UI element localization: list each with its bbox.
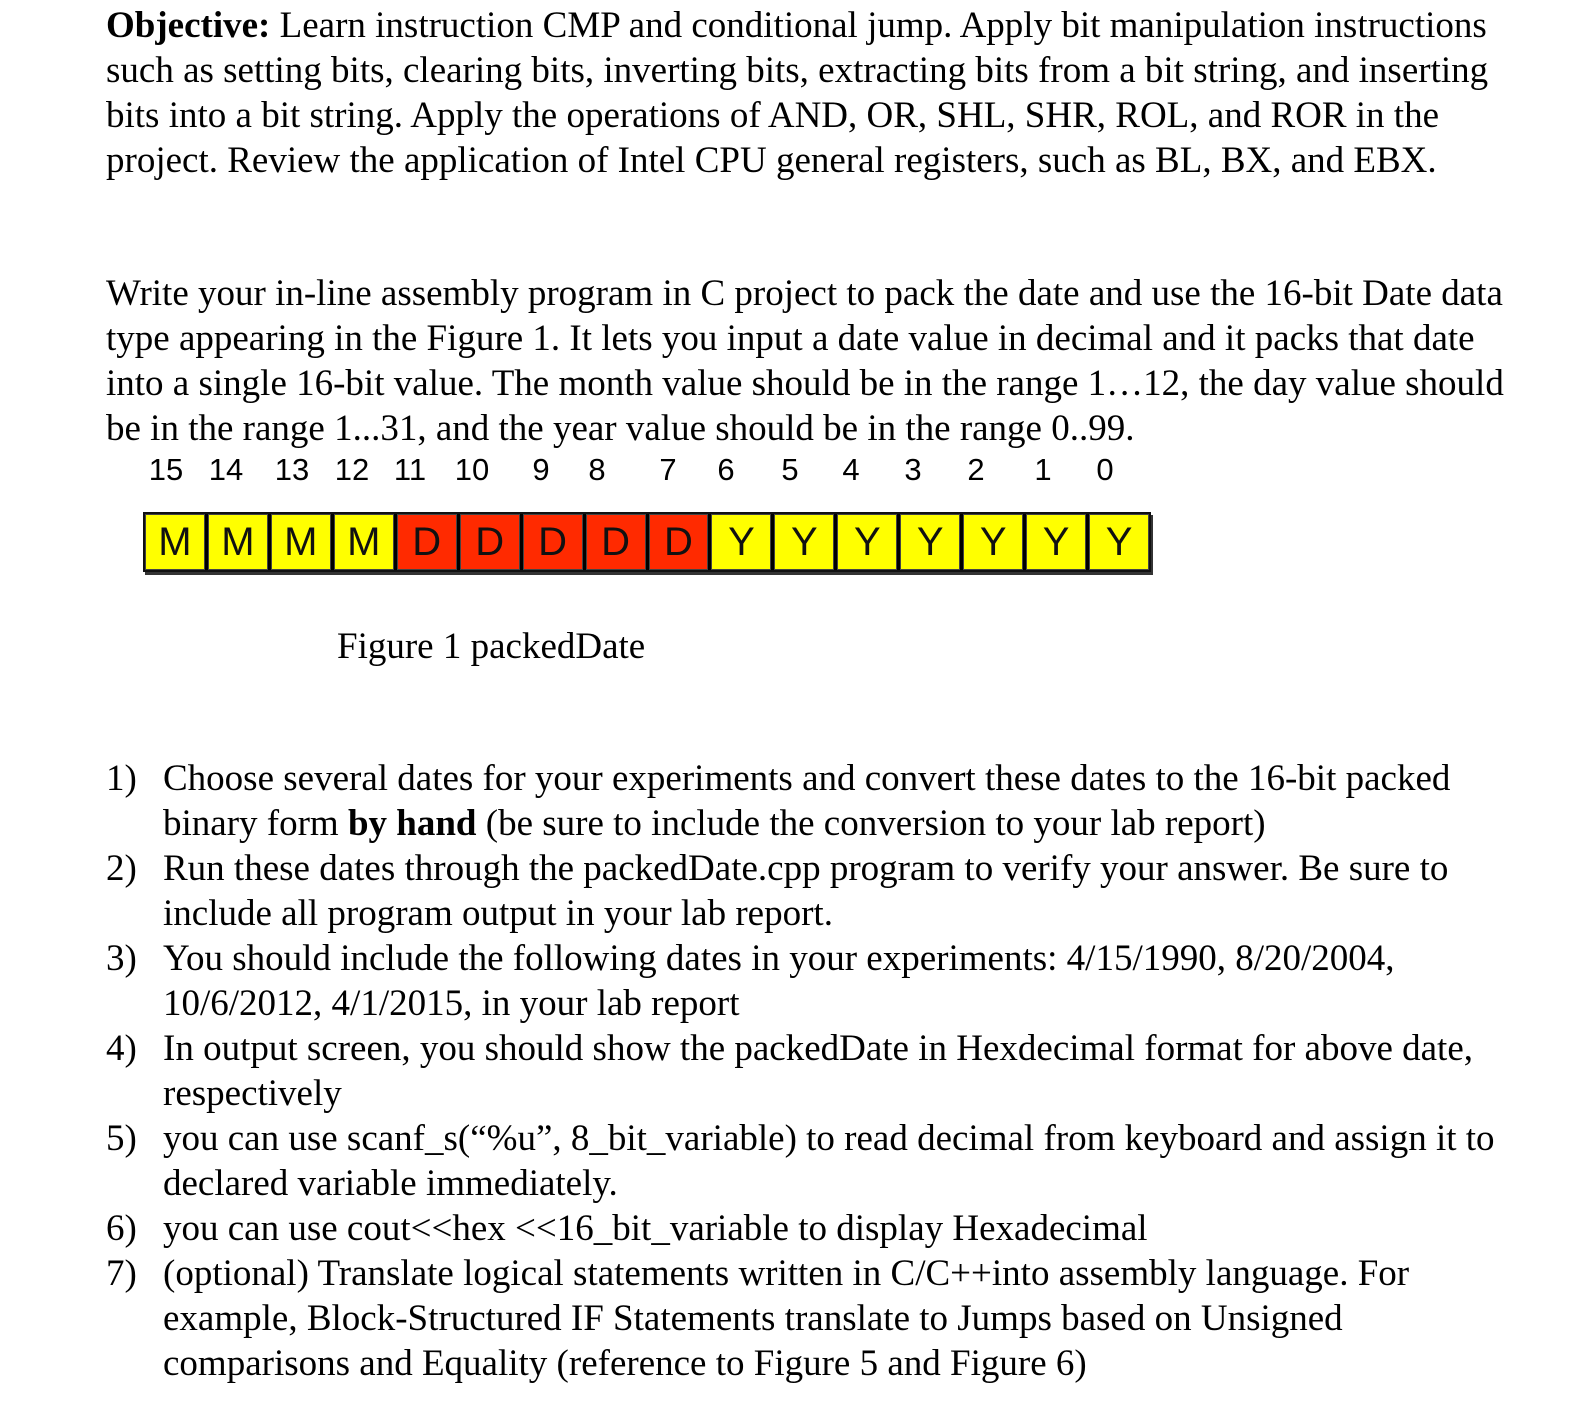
bit-number-12: 12 — [334, 452, 370, 487]
bit-cell-day: D — [586, 514, 646, 570]
bit-cell-month: M — [145, 514, 205, 570]
task-text: You should include the following dates in your experiments: 4/15/1990, 8/20/2004, 10/6/2012, 4/1/2015, in your lab report — [163, 938, 1395, 1024]
bit-number-6: 6 — [717, 452, 735, 487]
task-number: 3) — [106, 938, 137, 979]
bit-number-2: 2 — [967, 452, 985, 487]
objective-label: Objective: — [106, 5, 271, 46]
task-item — [106, 1026, 1526, 1116]
bit-number-14: 14 — [208, 452, 244, 487]
bit-cell-month: M — [208, 514, 268, 570]
objective-text: Learn instruction CMP and conditional jump. Apply bit manipulation instructions such as setting bits, clearing bits, inverting bits, extracting bits from a bit string, and inserting bits into a bit string. Apply the operations of AND, OR, SHL, SHR, ROL, and ROR in the project. Review the application of Intel CPU general registers, such as BL, BX, and EBX. — [106, 5, 1489, 181]
task-number: 1) — [106, 758, 137, 799]
bit-number-15: 15 — [148, 452, 184, 487]
bit-cell-month: M — [271, 514, 331, 570]
task-text: In output screen, you should show the packedDate in Hexdecimal format for above date, respectively — [163, 1028, 1473, 1114]
task-item — [106, 1116, 1526, 1206]
bit-cell-month: M — [334, 514, 394, 570]
bit-number-5: 5 — [781, 452, 799, 487]
bit-cell-year: Y — [1026, 514, 1086, 570]
task-number: 4) — [106, 1028, 137, 1069]
task-emphasis: by hand — [347, 803, 477, 844]
bit-number-row — [0, 452, 1584, 496]
bit-number-3: 3 — [904, 452, 922, 487]
task-text: you can use scanf_s(“%u”, 8_bit_variable) to read decimal from keyboard and assign it to declared variable immediately. — [163, 1118, 1495, 1204]
task-item — [106, 1206, 1526, 1251]
bit-cell-year: Y — [711, 514, 771, 570]
task-text-rest: (be sure to include the conversion to your lab report) — [476, 803, 1266, 844]
figure-caption: Figure 1 packedDate — [337, 626, 646, 667]
bit-cell-year: Y — [774, 514, 834, 570]
bit-number-1: 1 — [1034, 452, 1052, 487]
intro-paragraph: Write your in-line assembly program in C project to pack the date and use the 16-bit Date data type appearing in the Figure 1. It lets you input a date value in decimal and it packs that date into a single 16-bit value. The month value should be in the range 1…12, the day value should be in the range 1...31, and the year value should be in the range 0..99. — [106, 273, 1504, 449]
bit-cell-year: Y — [837, 514, 897, 570]
bit-cell-day: D — [523, 514, 583, 570]
task-item — [106, 846, 1526, 936]
task-list — [106, 756, 1526, 1386]
task-item — [106, 1251, 1526, 1386]
task-number: 2) — [106, 848, 137, 889]
task-text: you can use cout<<hex <<16_bit_variable to display Hexadecimal — [163, 1208, 1148, 1249]
task-item — [106, 756, 1526, 846]
task-text: Choose several dates for your experiments and convert these dates to the 16-bit packed binary form — [163, 758, 1451, 844]
bit-cell-day: D — [649, 514, 709, 570]
bit-cell-year: Y — [900, 514, 960, 570]
bit-cell-day: D — [397, 514, 457, 570]
bit-number-8: 8 — [588, 452, 606, 487]
bit-number-0: 0 — [1096, 452, 1114, 487]
bit-cell-year: Y — [1089, 514, 1149, 570]
bit-cell-day: D — [460, 514, 520, 570]
task-text: (optional) Translate logical statements written in C/C++into assembly language. For example, Block-Structured IF Statements translate to Jumps based on Unsigned comparisons and Equality (reference to Figure 5 and Figure 6) — [163, 1253, 1410, 1384]
objective-paragraph — [106, 3, 1526, 183]
task-item — [106, 936, 1526, 1026]
bit-number-9: 9 — [532, 452, 550, 487]
bit-number-13: 13 — [274, 452, 310, 487]
packed-date-bit-field — [143, 512, 1151, 572]
bit-cell-year: Y — [963, 514, 1023, 570]
bit-number-7: 7 — [659, 452, 677, 487]
task-text: Run these dates through the packedDate.cpp program to verify your answer. Be sure to include all program output in your lab report. — [163, 848, 1449, 934]
bit-number-10: 10 — [454, 452, 490, 487]
bit-number-4: 4 — [842, 452, 860, 487]
task-number: 6) — [106, 1208, 137, 1249]
task-number: 7) — [106, 1253, 137, 1294]
bit-number-11: 11 — [393, 452, 427, 487]
task-number: 5) — [106, 1118, 137, 1159]
